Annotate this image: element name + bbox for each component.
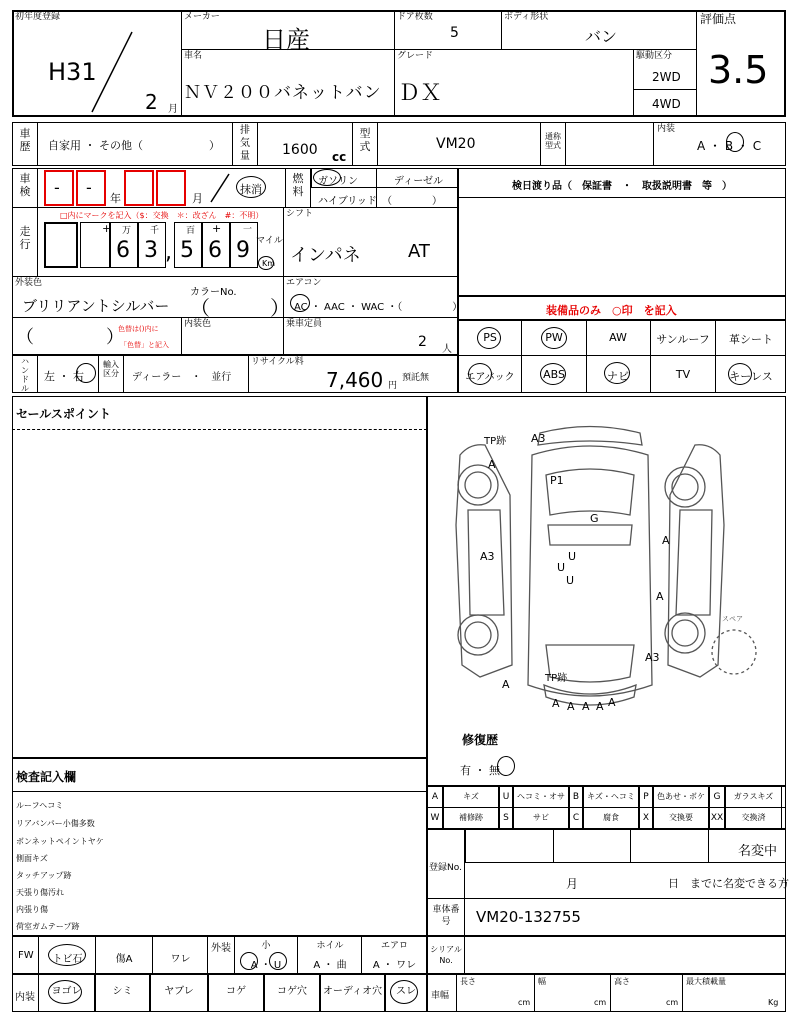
reg-split-1 xyxy=(553,829,631,863)
disp-unit: cc xyxy=(332,150,347,164)
size-width-label: 幅 xyxy=(538,977,546,986)
diag-mark-u3: U xyxy=(566,574,575,587)
legend-cell-1-2: S xyxy=(499,807,513,829)
mileage-sep: , xyxy=(165,240,172,265)
unit-hyaku: 百 xyxy=(186,226,196,236)
legend-cell-1-5: 腐食 xyxy=(583,807,639,829)
mileage-plus: + xyxy=(102,222,112,235)
unit-sen: 千 xyxy=(150,226,160,236)
expired-circle xyxy=(236,176,266,198)
mileage-d1: 6 xyxy=(116,238,130,263)
insp-box-4 xyxy=(156,170,186,206)
diag-mark-p1: P1 xyxy=(550,474,564,487)
interior-label: 内装 xyxy=(657,124,676,134)
reg-label: 登録No. xyxy=(429,863,462,873)
diag-mark-a-r1: A xyxy=(552,697,560,710)
capacity-unit: 人 xyxy=(442,344,452,355)
diag-mark-a3-left: A3 xyxy=(480,550,495,563)
unit-ichi: 一 xyxy=(243,225,253,235)
fuel-diesel: ディーゼル xyxy=(394,176,443,187)
drive-label: 駆動区分 xyxy=(636,51,673,61)
repair-value: 有 ・ 無 xyxy=(460,764,500,777)
color-no-paren: （ ） xyxy=(190,296,290,320)
score-value: 3.5 xyxy=(708,48,769,92)
equipment-title: 装備品のみ ○印 を記入 xyxy=(546,304,677,317)
history-label: 車歴 xyxy=(19,127,31,153)
common-label: 通称型式 xyxy=(545,132,561,150)
diag-mark-a3-top: A3 xyxy=(531,432,546,445)
name-change-status: 名変中 xyxy=(738,844,778,859)
diag-mark-a-r3: A xyxy=(582,700,590,713)
gasoline-circle xyxy=(313,169,341,186)
equip-sunroof: サンルーフ xyxy=(656,333,710,346)
diag-mark-tp-rear: TP跡 xyxy=(545,673,568,684)
km-circle xyxy=(258,256,274,270)
score-label: 評価点 xyxy=(700,12,737,26)
int-label: 内装 xyxy=(15,992,35,1003)
serial-label: シリアルNo. xyxy=(430,945,462,965)
capacity-value: 2 xyxy=(418,334,427,350)
handle-value: 左 ・ 右 xyxy=(44,370,84,383)
disp-value: 1600 xyxy=(282,142,318,158)
legend-cell-1-3: サビ xyxy=(513,807,569,829)
diag-mark-a-left: A xyxy=(488,458,496,471)
legend-cell-0-4: B xyxy=(569,786,583,808)
equip-leather: 革シート xyxy=(729,333,773,346)
int-item-5: オーディオ穴 xyxy=(320,974,385,1012)
legend-cell-0-2: U xyxy=(499,786,513,808)
inspection-line-1: ルーフヘコミ xyxy=(16,801,64,810)
mileage-d4: 6 xyxy=(208,238,222,263)
int-item-6: スレ xyxy=(385,974,427,1012)
recycle-deposit: 預託無 xyxy=(402,373,430,383)
repair-label: 修復歴 xyxy=(462,733,499,747)
diag-mark-a-right2: A xyxy=(656,590,664,603)
spare-label: スペア xyxy=(722,615,743,623)
car-diagram xyxy=(440,415,740,720)
abs-circle xyxy=(540,363,566,385)
recycle-value: 7,460 xyxy=(326,368,384,392)
exterior-label: 外装色 xyxy=(15,278,43,288)
insp-month-unit: 月 xyxy=(192,192,203,205)
diag-mark-a-r2: A xyxy=(567,700,575,713)
equip-aw: AW xyxy=(609,331,627,344)
equip-abs: ABS xyxy=(543,368,565,381)
insp-dash-2: - xyxy=(86,178,92,197)
shift-label: シフト xyxy=(286,209,314,219)
size-height-unit: cm xyxy=(666,998,679,1007)
import-value: ディーラー ・ 並行 xyxy=(132,372,232,383)
size-load-unit: Kg xyxy=(768,998,779,1007)
grade-label: グレード xyxy=(397,51,434,61)
insp-box-3 xyxy=(124,170,154,206)
legend-cell-0-7: 色あせ・ボケ xyxy=(653,786,709,808)
interior-value: A ・ B ・ C xyxy=(697,139,762,153)
reg-split-2 xyxy=(631,829,709,863)
diag-mark-g: G xyxy=(590,512,599,525)
fw-item-kizu: 傷A xyxy=(115,954,133,965)
inspection-line-7: 内張り傷 xyxy=(16,905,48,914)
equip-pw: PW xyxy=(545,331,563,344)
maker-label: メーカー xyxy=(184,12,220,22)
doors-label: ドア枚数 xyxy=(397,12,433,22)
inspection-line-2: リアバンパー小傷多数 xyxy=(16,819,95,828)
fuel-hybrid-paren: （ ） xyxy=(382,196,442,207)
recycle-unit: 円 xyxy=(388,381,398,391)
pw-circle xyxy=(541,327,567,349)
legend-cell-0-6: P xyxy=(639,786,653,808)
small-u-circle xyxy=(269,952,287,970)
size-width-unit: cm xyxy=(594,998,607,1007)
docs-value: 検日渡り品（ 保証書 ・ 取扱説明書 等 ） xyxy=(512,181,732,192)
fw-small: 小 xyxy=(261,941,271,951)
fw-wheel: ホイル xyxy=(316,941,344,951)
diag-mark-u1: U xyxy=(568,550,577,563)
body-value: バン xyxy=(585,27,618,46)
legend-cell-0-5: キズ・ヘコミ xyxy=(583,786,639,808)
insp-expired: 抹消 xyxy=(240,183,262,196)
reg-month-unit: 月 xyxy=(168,104,178,115)
inspection-line-4: 側面キズ xyxy=(16,854,48,863)
aircon-value: AC ・ AAC ・ WAC ・（ ） xyxy=(294,302,463,313)
shift-type: AT xyxy=(408,241,430,262)
small-a-circle xyxy=(240,952,258,970)
diag-mark-a-lower: A xyxy=(502,678,510,691)
fw-item-ware: ワレ xyxy=(170,954,191,965)
diag-mark-tp-top: TP跡 xyxy=(484,436,507,447)
reg-month: 2 xyxy=(145,90,158,114)
insp-slash xyxy=(205,172,235,204)
insp-year-unit: 年 xyxy=(110,192,121,205)
keyless-circle xyxy=(728,363,752,385)
capacity-label: 乗車定員 xyxy=(286,319,323,329)
serial-cell xyxy=(427,936,786,974)
reg-slash xyxy=(90,30,140,115)
color-no-label: カラーNo. xyxy=(190,287,237,298)
inspection-line-3: ボンネットペイントヤケ xyxy=(16,837,104,846)
legend-cell-0-3: ヘコミ・オサ xyxy=(513,786,569,808)
carname-value: ＮＶ２００バネットバン xyxy=(184,83,382,103)
int-circle-1 xyxy=(390,980,418,1004)
model-label: 型式 xyxy=(359,127,371,153)
diag-mark-a-r4: A xyxy=(596,700,604,713)
model-value: VM20 xyxy=(436,136,476,152)
inspection-line-5: タッチアップ跡 xyxy=(16,871,72,880)
ps-circle xyxy=(477,327,501,349)
ac-circle xyxy=(290,294,310,312)
legend-cell-1-1: 補修跡 xyxy=(443,807,499,829)
unit-man: 万 xyxy=(122,226,132,236)
legend-cell-0-9: ガラスキズ xyxy=(725,786,782,808)
vin-value: VM20-132755 xyxy=(476,908,581,926)
aircon-label: エアコン xyxy=(286,278,322,288)
fuel-label: 燃料 xyxy=(292,172,304,198)
name-change-day: 日 までに名変できる方 xyxy=(668,877,789,890)
color-change-paren: （ ） xyxy=(16,327,124,348)
size-length-unit: cm xyxy=(518,998,531,1007)
fuel-hybrid: ハイブリッド xyxy=(318,196,377,207)
first-reg-label: 初年度登録 xyxy=(15,12,61,22)
diag-mark-a-right1: A xyxy=(662,534,670,547)
size-length-label: 長さ xyxy=(460,977,476,986)
maker-value: 日産 xyxy=(262,26,310,54)
legend-cell-1-9: 交換済 xyxy=(725,807,782,829)
equip-navi: ナビ xyxy=(607,370,629,383)
size-load-label: 最大積載量 xyxy=(686,977,726,986)
int-item-3: コゲ xyxy=(208,974,264,1012)
inspection-title: 検査記入欄 xyxy=(16,770,77,784)
int-circle-0 xyxy=(48,980,82,1004)
shift-value: インパネ xyxy=(290,245,361,266)
fw-aero: エアロ xyxy=(380,941,408,951)
color-change-note1: 色替は()内に xyxy=(118,325,159,333)
color-change-note2: 「色替」と記入 xyxy=(120,341,169,349)
sales-point-label: セールスポイント xyxy=(16,407,111,421)
handle-label: ハンドル xyxy=(21,357,29,393)
legend-cell-1-6: X xyxy=(639,807,653,829)
legend-cell-1-0: W xyxy=(427,807,443,829)
interior-color-label: 内装色 xyxy=(184,319,212,329)
right-circle xyxy=(76,363,96,383)
grade-value: ＤＸ xyxy=(398,81,443,106)
disp-label: 排気量 xyxy=(240,125,250,162)
equip-ps: PS xyxy=(483,331,497,344)
int-item-2: ヤブレ xyxy=(150,974,208,1012)
mileage-note: □内にマークを記入（$：交換 ＊：改ざん #：不明） xyxy=(60,211,264,220)
vin-label: 車体番号 xyxy=(432,905,460,927)
inspection-label: 車検 xyxy=(19,172,31,198)
mileage-plus-2: + xyxy=(212,222,222,235)
inspection-line-6: 天張り傷汚れ xyxy=(16,888,64,897)
legend-cell-0-1: キズ xyxy=(443,786,499,808)
carname-label: 車名 xyxy=(184,51,203,61)
legend-cell-0-0: A xyxy=(427,786,443,808)
legend-cell-1-8: XX xyxy=(709,807,725,829)
fw-aero-val: A ・ ワレ xyxy=(372,960,417,971)
mileage-label: 走行 xyxy=(19,225,31,251)
legend-cell-0-8: G xyxy=(709,786,725,808)
mileage-km: Km xyxy=(262,259,276,268)
mileage-d2: 3 xyxy=(144,238,158,263)
era-year: H31 xyxy=(48,58,97,86)
fw-item-tobi: トビ石 xyxy=(52,954,83,965)
fuel-gasoline: ガソリン xyxy=(318,176,358,187)
equip-tv: TV xyxy=(675,368,691,381)
interior-b-circle xyxy=(726,132,744,152)
airbag-circle xyxy=(468,363,492,385)
exterior-value: ブリリアントシルバー xyxy=(22,297,170,315)
equip-airbag: エアバック xyxy=(465,372,515,383)
diag-mark-u2: U xyxy=(557,561,566,574)
fw-wheel-val: A ・ 曲 xyxy=(313,960,347,971)
size-height-label: 高さ xyxy=(614,977,630,986)
repair-none-circle xyxy=(497,756,515,776)
mileage-d3: 5 xyxy=(180,238,194,263)
doors-value: 5 xyxy=(450,25,459,41)
navi-circle xyxy=(604,362,630,384)
fw-small-val: A ・ U xyxy=(250,960,282,971)
inspection-line-8: 荷室ガムテープ跡 xyxy=(16,922,80,931)
sales-point-cell xyxy=(12,396,427,758)
equip-keyless: キーレス xyxy=(729,370,773,383)
legend-cell-1-7: 交換要 xyxy=(653,807,709,829)
diag-mark-a3-right: A3 xyxy=(645,651,660,664)
mileage-mile: マイル xyxy=(256,236,283,246)
insp-dash-1: - xyxy=(54,178,60,197)
body-label: ボディ形状 xyxy=(504,12,549,22)
fw-exterior: 外装 xyxy=(211,943,231,954)
history-value: 自家用 ・ その他（ ） xyxy=(48,139,220,152)
int-item-4: コゲ穴 xyxy=(264,974,320,1012)
legend-cell-1-4: C xyxy=(569,807,583,829)
mileage-d5: 9 xyxy=(236,238,250,263)
recycle-label: リサイクル料 xyxy=(251,357,304,367)
mileage-box-0 xyxy=(44,222,78,268)
name-change-month: 月 xyxy=(566,877,579,891)
drive-4wd: 4WD xyxy=(652,97,681,111)
tobi-circle xyxy=(48,944,86,966)
import-label: 輸入区分 xyxy=(103,360,119,378)
int-item-0: ヨゴレ xyxy=(38,974,95,1012)
fw-label: FW xyxy=(18,950,34,961)
size-label: 車幅 xyxy=(431,991,450,1001)
drive-2wd: 2WD xyxy=(652,70,681,84)
diag-mark-a-r5: A xyxy=(608,696,616,709)
int-item-1: シミ xyxy=(95,974,150,1012)
